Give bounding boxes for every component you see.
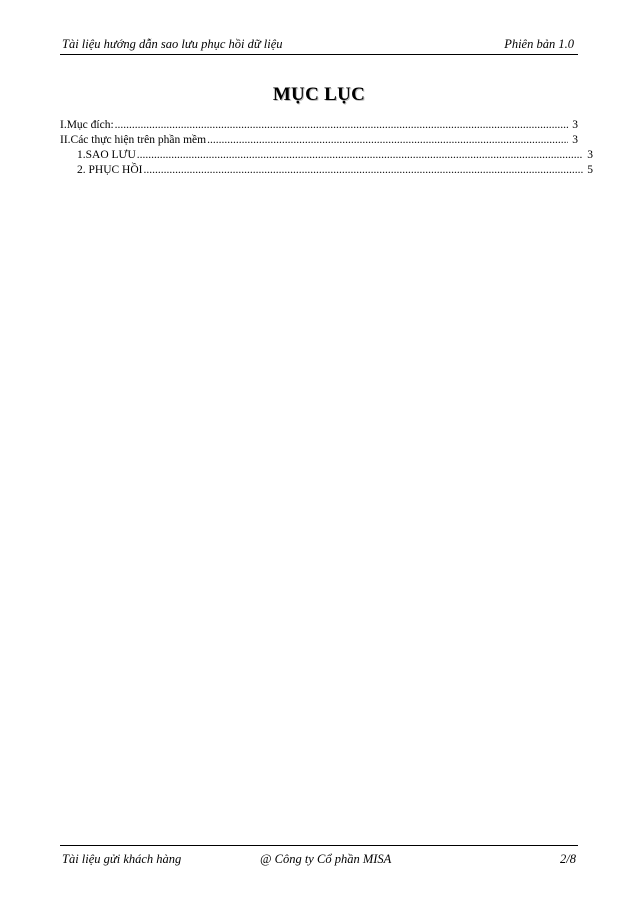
page-header <box>60 36 578 55</box>
toc-leader-dots <box>137 149 583 161</box>
toc-entry-page: 3 <box>587 149 593 161</box>
toc-entry-software-steps[interactable] <box>60 134 578 149</box>
toc-entry-page: 5 <box>587 164 593 176</box>
header-version: Phiên bản 1.0 <box>504 37 574 51</box>
footer-audience: Tài liệu gửi khách hàng <box>62 852 182 866</box>
toc-entry-label: I.Mục đích: <box>60 119 114 131</box>
toc-entry-label: 1.SAO LƯU <box>77 149 136 161</box>
toc-entry-purpose[interactable] <box>60 119 578 134</box>
toc-leader-dots <box>115 119 569 131</box>
page-footer <box>60 845 578 870</box>
footer-company: @ Công ty Cổ phần MISA <box>260 852 392 866</box>
toc-title: MỤC LỤC <box>272 84 366 105</box>
toc-entry-backup[interactable] <box>77 149 593 164</box>
toc-entry-label: 2. PHỤC HỒI <box>77 164 143 176</box>
toc-entry-page: 3 <box>572 119 578 131</box>
toc-leader-dots <box>144 164 584 176</box>
toc-entry-restore[interactable] <box>77 164 593 179</box>
footer-page-number: 2/8 <box>560 852 576 866</box>
header-document-title: Tài liệu hướng dẫn sao lưu phục hồi dữ liệu <box>62 37 283 51</box>
toc-entry-page: 3 <box>572 134 578 146</box>
toc-entry-label: II.Các thực hiện trên phần mềm <box>60 134 207 146</box>
toc-leader-dots <box>207 134 568 146</box>
